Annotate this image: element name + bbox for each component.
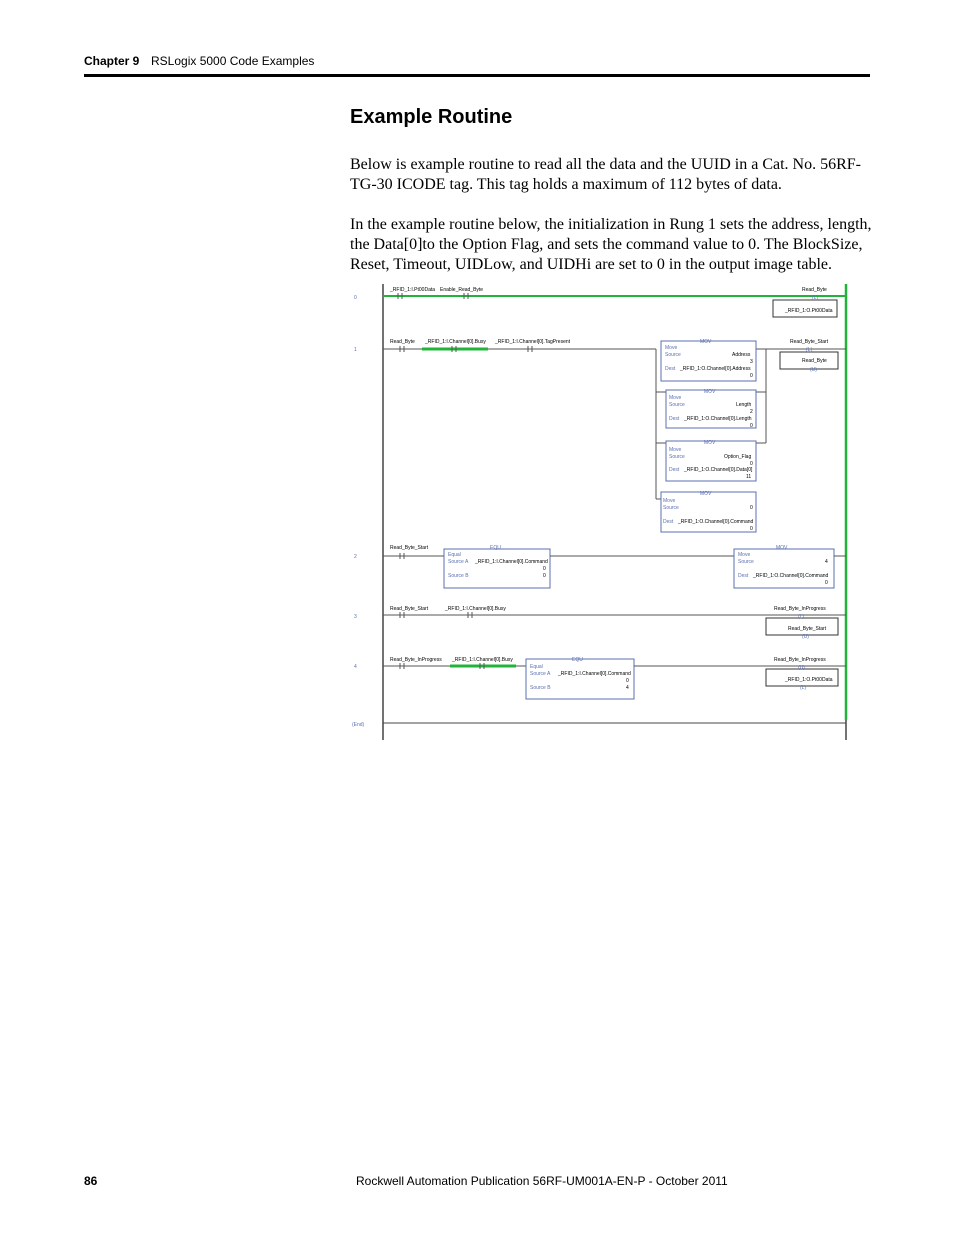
operand: 4 — [825, 559, 828, 565]
contact-tag: Read_Byte_InProgress — [390, 657, 442, 663]
intro-paragraph: Below is example routine to read all the data and the UUID in a Cat. No. 56RF-TG-30 ICODE tag. This tag holds a maximum of 112 bytes of data. — [350, 156, 861, 193]
operand: 0 — [750, 505, 753, 511]
box-label: Source A — [530, 671, 551, 677]
contact-tag: Read_Byte_Start — [390, 606, 429, 612]
operand-value: 11 — [746, 474, 752, 480]
box-label: Source — [738, 559, 754, 565]
rung-number: 1 — [354, 347, 357, 353]
operand-value: 0 — [750, 423, 753, 429]
instruction-label: MOV — [700, 339, 712, 345]
operand-value: 0 — [750, 461, 753, 467]
coil-symbol: (L) — [798, 614, 805, 620]
box-label: Dest — [669, 467, 680, 473]
box-label: Source — [663, 505, 679, 511]
rung-number-end: (End) — [352, 722, 365, 728]
operand: _RFID_1:O.Channel[0].Command — [753, 573, 829, 579]
box-label: Dest — [738, 573, 749, 579]
operand-value: 0 — [750, 526, 753, 532]
operand: _RFID_1:O.Channel[0].Length — [684, 416, 752, 422]
operand: 0 — [543, 573, 546, 579]
operand-value: 2 — [750, 409, 753, 415]
box-label: Dest — [663, 519, 674, 525]
coil-tag: _RFID_1:O.Pt00Data — [785, 677, 833, 683]
coil-tag: Read_Byte_Start — [788, 626, 827, 632]
operand: _RFID_1:O.Channel[0].Address — [680, 366, 751, 372]
contact-tag: _RFID_1:I.Pt00Data — [390, 287, 436, 293]
contact-tag: _RFID_1:I.Channel[0].Busy — [452, 657, 513, 663]
coil-symbol: (U) — [798, 665, 805, 671]
box-label: Source A — [448, 559, 469, 565]
instruction-label: MOV — [700, 491, 712, 497]
operand: 4 — [626, 685, 629, 691]
box-label: Equal — [448, 552, 461, 558]
coil-symbol: (L) — [806, 347, 813, 353]
instruction-label: EQU — [490, 545, 501, 551]
contact-tag: Enable_Read_Byte — [440, 287, 484, 293]
box-label: Dest — [665, 366, 676, 372]
contact-tag: _RFID_1:I.Channel[0].TagPresent — [495, 339, 571, 345]
rung-number: 0 — [354, 295, 357, 301]
box-label: Source — [669, 454, 685, 460]
coil-symbol: (U) — [802, 634, 809, 640]
coil-symbol: (L) — [800, 685, 807, 691]
operand: _RFID_1:O.Channel[0].Command — [678, 519, 754, 525]
operand-value: 0 — [543, 566, 546, 572]
contact-tag: Read_Byte — [390, 339, 415, 345]
box-label: Move — [663, 498, 676, 504]
coil-tag: _RFID_1:O.Pt00Data — [785, 308, 833, 314]
header-chapter: Chapter 9 — [84, 54, 140, 68]
operand-value: 3 — [750, 359, 753, 365]
box-label: Source B — [530, 685, 551, 691]
box-label: Move — [669, 447, 682, 453]
ladder-logic-diagram — [340, 280, 860, 750]
instruction-label: MOV — [704, 440, 716, 446]
instruction-label: MOV — [704, 389, 716, 395]
box-label: Dest — [669, 416, 680, 422]
instruction-label: EQU — [572, 657, 583, 663]
operand: Option_Flag — [724, 454, 752, 460]
box-label: Source — [669, 402, 685, 408]
box-label: Equal — [530, 664, 543, 670]
operand: _RFID_1:I.Channel[0].Command — [558, 671, 631, 677]
box-label: Source B — [448, 573, 469, 579]
rung-description-paragraph: In the example routine below, the initialization in Rung 1 sets the address, length, the Data[0]to the Option Flag, and sets the command value to 0. The BlockSize, Reset, Timeout, UIDLow, and UIDHi are set to 0 in the output image table. — [350, 216, 872, 273]
operand: _RFID_1:I.Channel[0].Command — [475, 559, 548, 565]
header-section: RSLogix 5000 Code Examples — [151, 54, 315, 68]
rung-number: 2 — [354, 554, 357, 560]
box-label: Move — [738, 552, 751, 558]
contact-tag: Read_Byte_Start — [390, 545, 429, 551]
publication-info: Rockwell Automation Publication 56RF-UM001A-EN-P - October 2011 — [356, 1174, 728, 1188]
rung-number: 3 — [354, 614, 357, 620]
coil-tag: Read_Byte — [802, 287, 827, 293]
box-label: Move — [665, 345, 678, 351]
coil-tag: Read_Byte — [802, 358, 827, 364]
operand-value: 0 — [750, 373, 753, 379]
coil-tag: Read_Byte_Start — [790, 339, 829, 345]
contact-tag: _RFID_1:I.Channel[0].Busy — [445, 606, 506, 612]
header-rule — [84, 74, 870, 77]
instruction-label: MOV — [776, 545, 788, 551]
page-title: Example Routine — [350, 106, 513, 128]
operand: Length — [736, 402, 752, 408]
operand: _RFID_1:O.Channel[0].Data[0] — [684, 467, 753, 473]
box-label: Source — [665, 352, 681, 358]
box-label: Move — [669, 395, 682, 401]
contact-tag: _RFID_1:I.Channel[0].Busy — [425, 339, 486, 345]
coil-tag: Read_Byte_InProgress — [774, 606, 826, 612]
page-number: 86 — [84, 1174, 98, 1188]
operand-value: 0 — [626, 678, 629, 684]
coil-tag: Read_Byte_InProgress — [774, 657, 826, 663]
operand: Address — [732, 352, 751, 358]
rung-number: 4 — [354, 664, 357, 670]
coil-symbol: (U) — [810, 367, 817, 373]
coil-symbol: (L) — [812, 295, 819, 301]
operand-value: 0 — [825, 580, 828, 586]
